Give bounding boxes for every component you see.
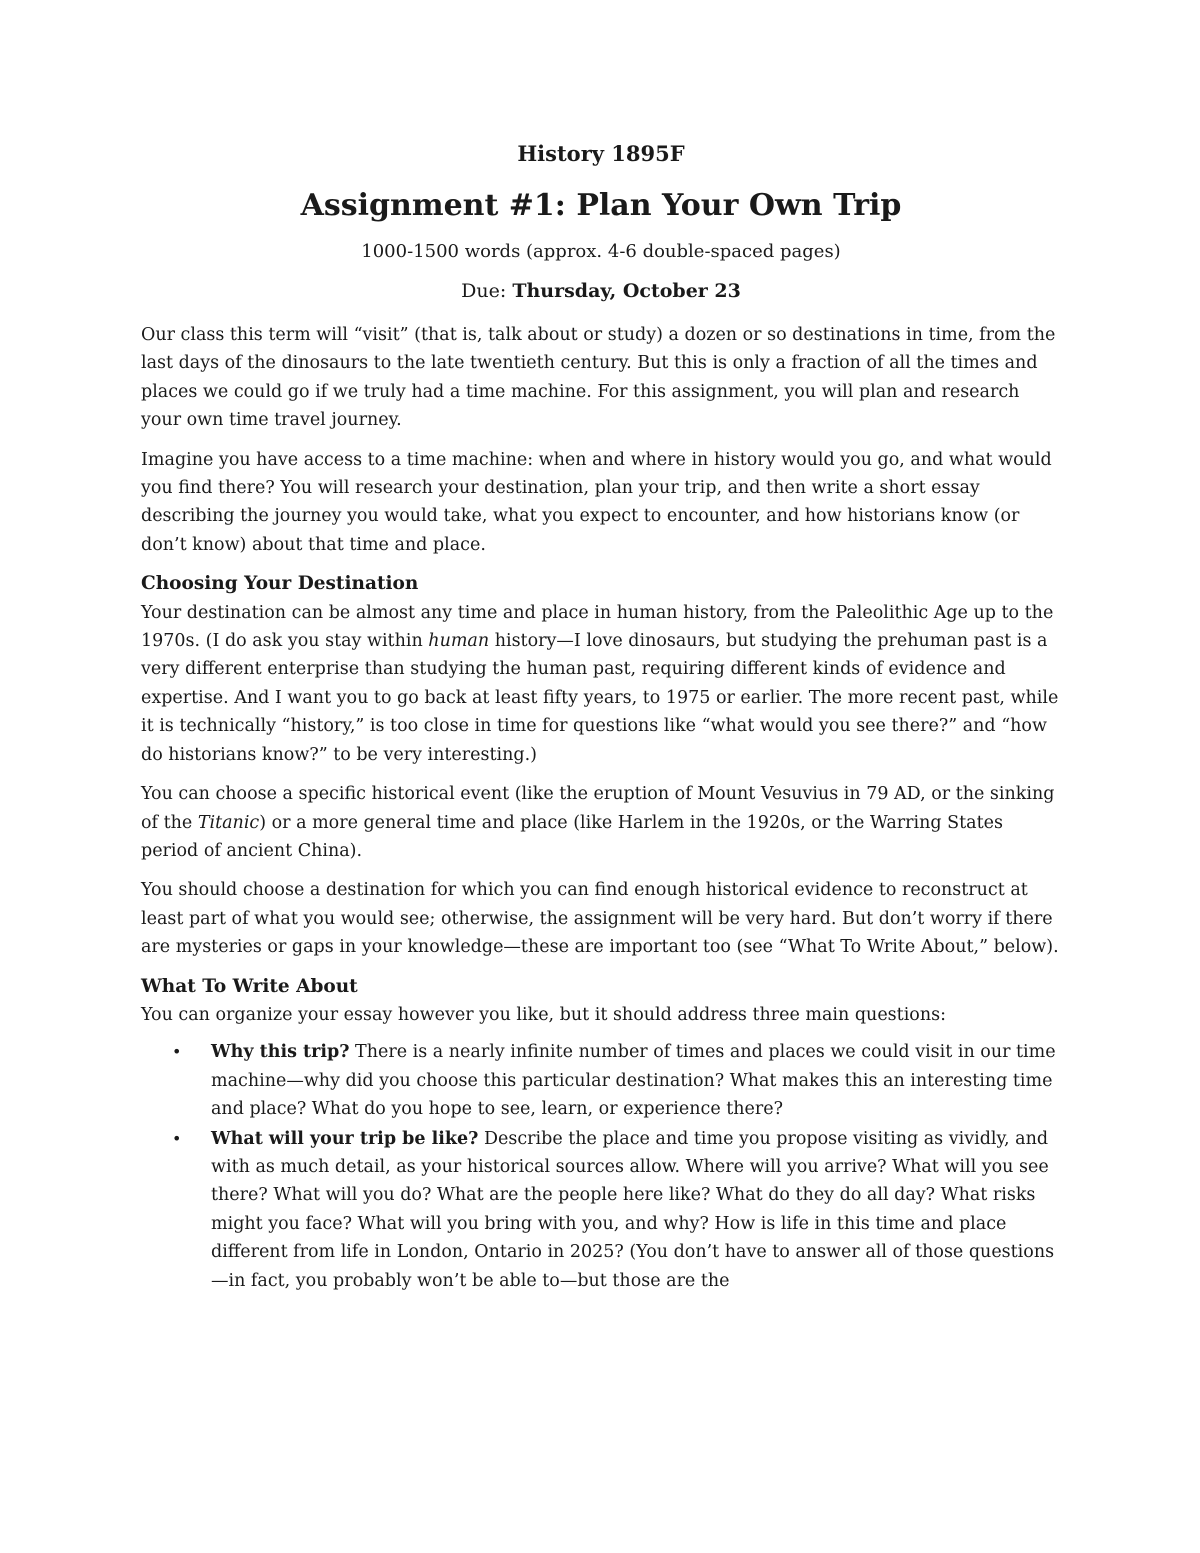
destination-p2-text-b: ) or a more general time and place (like Harlem in the 1920s, or the Warring States period of ancient China). — [141, 812, 1003, 861]
bullet-icon: • — [172, 1042, 182, 1062]
section-heading-what-to-write: What To Write About — [141, 975, 358, 997]
due-date-line — [141, 276, 1061, 306]
question-text: Describe the place and time you propose visiting as vividly, and with as much detail, as your historical sources allow. Where will you arrive? What will you see there? What will you do? What are the people here like? What do they do all day? What risks might you face? What will you bring with you, and why? How is life in this time and place different from life in London, Ontario in 2025? (You don’t have to answer all of those questions—in fact, you probably won’t be able to—but those are the — [211, 1128, 1055, 1291]
question-lead: Why this trip? — [211, 1042, 350, 1063]
document-page — [141, 138, 1061, 1296]
due-label: Due: — [461, 280, 513, 302]
list-item — [141, 1125, 1061, 1295]
destination-p2-text-a: You can choose a specific historical event (like the eruption of Mount Vesuvius in 79 AD, or the sinking of the — [141, 784, 1055, 833]
intro-paragraph-1: Our class this term will “visit” (that is, talk about or study) a dozen or so destinations in time, from the last days of the dinosaurs to the late twentieth century. But this is only a fraction of all the times and places we could go if we truly had a time machine. For this assignment, you will plan and research your own time travel journey. — [141, 325, 1056, 431]
question-lead: What will your trip be like? — [211, 1128, 479, 1149]
emphasis-human: human — [428, 631, 490, 652]
destination-paragraph-3: You should choose a destination for which you can find enough historical evidence to reconstruct at least part of what you would see; otherwise, the assignment will be very hard. But don’t worry if there are mysteries or gaps in your knowledge—these are important too (see “What To Write About,” below). — [141, 880, 1059, 958]
word-count-requirement: 1000-1500 words (approx. 4-6 double-spaced pages) — [361, 241, 841, 262]
bullet-icon: • — [172, 1128, 182, 1148]
emphasis-titanic: Titanic — [197, 812, 260, 833]
question-text: There is a nearly infinite number of times and places we could visit in our time machine—why did you choose this particular destination? What makes this an interesting time and place? What do you hope to see, learn, or experience there? — [211, 1042, 1056, 1120]
assignment-title: Assignment #1: Plan Your Own Trip — [300, 188, 902, 223]
destination-paragraph-1 — [141, 599, 1061, 769]
destination-p1-text-b: history—I love dinosaurs, but studying the prehuman past is a very different enterprise than studying the human past, requiring different kinds of evidence and expertise. And I want you to go back at least fifty years, to 1975 or earlier. The more recent past, while it is technically “history,” is too close in time for questions like “what would you see there?” and “how do historians know?” to be very interesting.) — [141, 631, 1059, 765]
write-about-intro: You can organize your essay however you like, but it should address three main questions: — [141, 1004, 946, 1025]
intro-paragraph-2: Imagine you have access to a time machine: when and where in history would you go, and what would you find there? You will research your destination, plan your trip, and then write a short essay describing the journey you would take, what you expect to encounter, and how historians know (or don’t know) about that time and place. — [141, 449, 1052, 555]
list-item — [141, 1038, 1061, 1123]
destination-paragraph-2 — [141, 780, 1061, 865]
destination-p1-text-a: Your destination can be almost any time and place in human history, from the Paleolithic Age up to the 1970s. (I do ask you stay within — [141, 602, 1054, 652]
question-list — [141, 1038, 1061, 1295]
section-heading-destination: Choosing Your Destination — [141, 573, 419, 595]
due-date: Thursday, October 23 — [512, 280, 741, 302]
course-title: History 1895F — [517, 141, 685, 166]
